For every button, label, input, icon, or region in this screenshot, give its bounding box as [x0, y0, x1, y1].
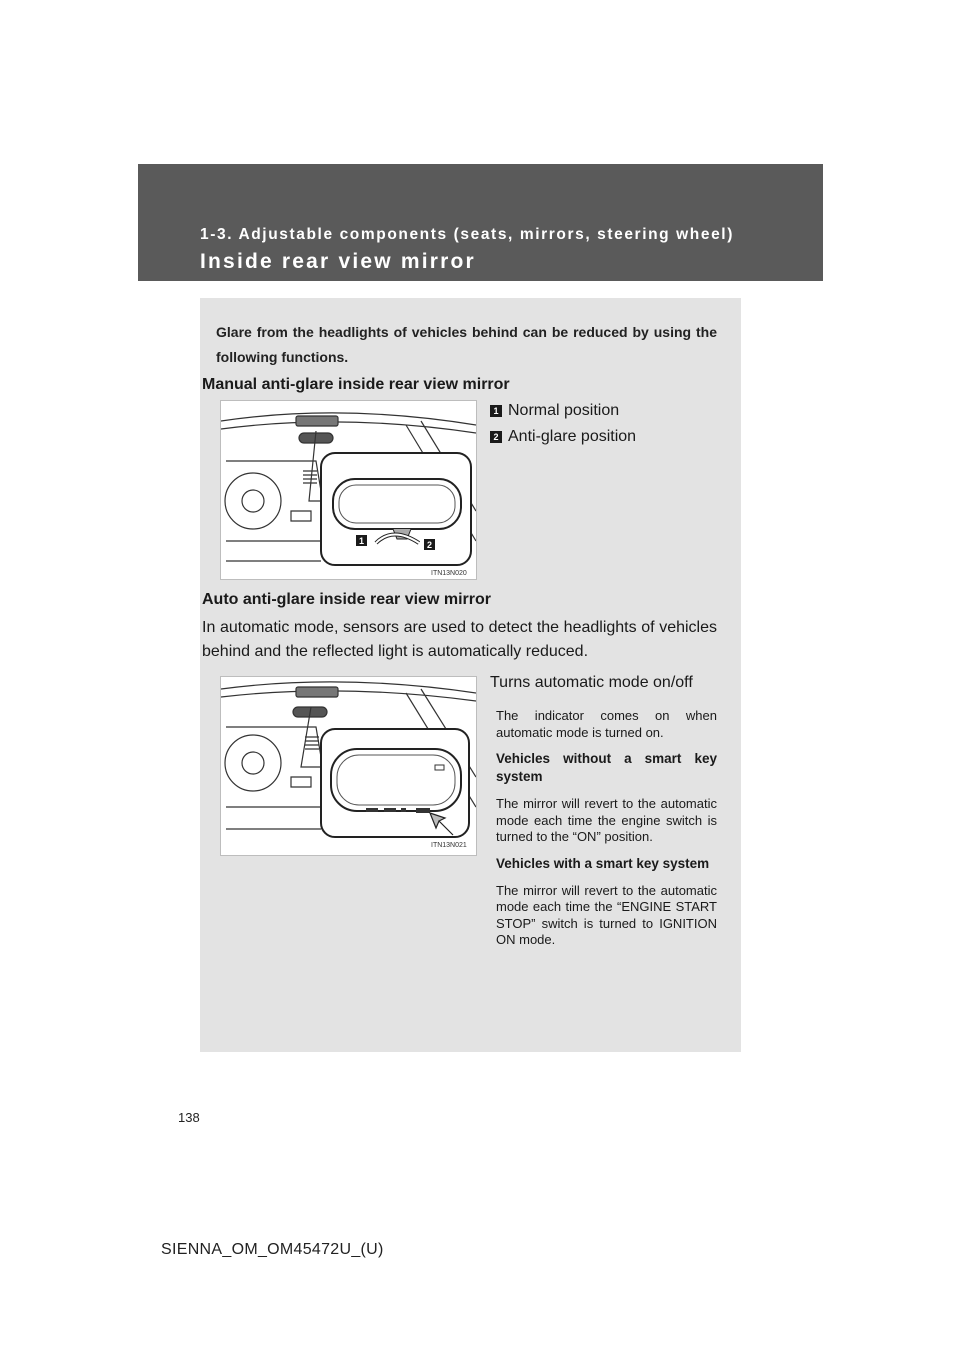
number-2-badge: 2 — [490, 431, 502, 443]
note-without-smart-key: The mirror will revert to the automatic mode each time the engine switch is turned to the “ON” position. — [496, 796, 717, 844]
document-code: SIENNA_OM_OM45472U_(U) — [161, 1241, 384, 1258]
legend-normal-position — [490, 402, 619, 420]
note-heading-without-smart-key: Vehicles without a smart key system — [496, 751, 717, 784]
auto-description: In automatic mode, sensors are used to detect the headlights of vehicles behind and the reflected light is automatically reduced. — [202, 619, 717, 660]
intro-text: Glare from the headlights of vehicles behind can be reduced by using the following functions. — [216, 324, 717, 365]
legend-label: Normal position — [508, 402, 620, 419]
note-indicator: The indicator comes on when automatic mode is turned on. — [496, 708, 717, 740]
manual-heading: Manual anti-glare inside rear view mirror — [202, 376, 510, 393]
auto-notes — [496, 708, 717, 958]
manual-mirror-drawing — [221, 401, 476, 579]
auto-mirror-drawing — [221, 677, 476, 855]
svg-text:2: 2 — [426, 540, 433, 550]
auto-legend-label: Turns automatic mode on/off — [490, 674, 693, 691]
content-panel — [200, 298, 741, 1052]
page-title: Inside rear view mirror — [200, 250, 476, 273]
svg-text:1: 1 — [358, 536, 365, 546]
illustration-code: ITN13N020 — [431, 570, 467, 577]
section-header — [138, 164, 823, 281]
legend-anti-glare-position — [490, 428, 636, 446]
auto-mirror-illustration — [220, 676, 477, 856]
note-with-smart-key: The mirror will revert to the automatic mode each time the “ENGINE START STOP” switch is turned to IGNITION ON mode. — [496, 882, 717, 947]
illustration-code: ITN13N021 — [431, 842, 467, 849]
note-heading-with-smart-key: Vehicles with a smart key system — [496, 855, 710, 871]
manual-mirror-illustration — [220, 400, 477, 580]
page-number: 138 — [178, 1110, 200, 1125]
section-label: 1-3. Adjustable components (seats, mirrors, steering wheel) — [200, 226, 734, 243]
number-1-badge: 1 — [490, 405, 502, 417]
auto-heading: Auto anti-glare inside rear view mirror — [202, 591, 491, 608]
legend-label: Anti-glare position — [508, 428, 637, 445]
